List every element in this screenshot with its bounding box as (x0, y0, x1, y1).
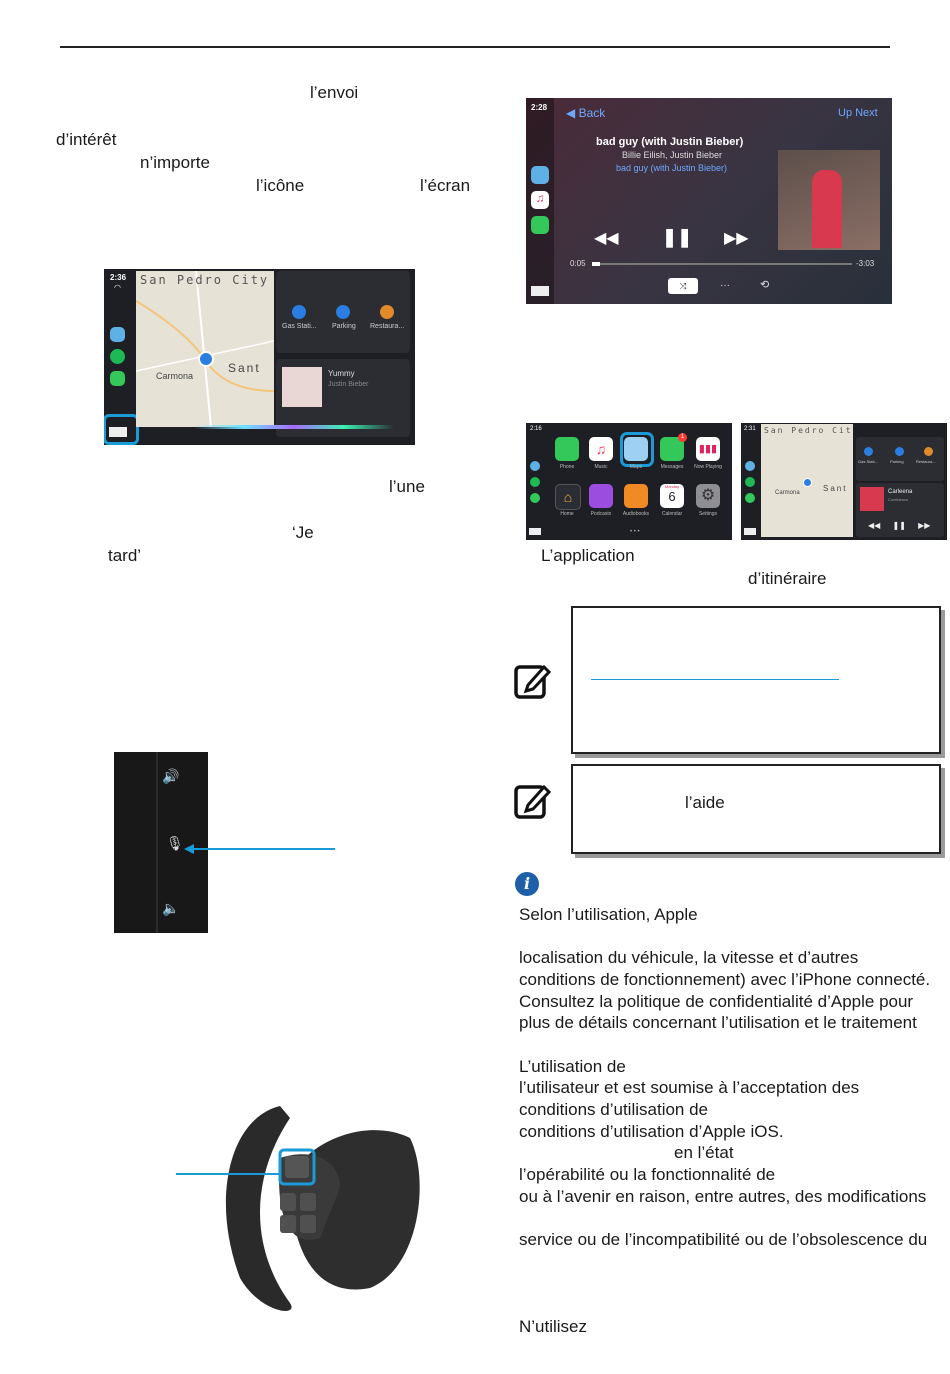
np-forward-button[interactable]: ▶▶ (724, 230, 749, 247)
text-une: l’une (389, 477, 425, 496)
small-poi-panel (856, 437, 944, 481)
calendar-weekday: Monday (664, 484, 680, 489)
volume-up-icon[interactable]: 🔊 (162, 768, 180, 784)
messages-app-label: Messages (660, 464, 684, 470)
carplay-map-small-screenshot (741, 423, 947, 540)
info-line-14: N’utilisez (519, 1317, 588, 1336)
text-interet: d’intérêt (56, 130, 117, 149)
text-importe: n’importe (140, 153, 210, 172)
np-back-button[interactable]: ◀ Back (566, 106, 606, 120)
np-back-label: Back (578, 106, 606, 120)
info-line-3: conditions de fonctionnement) avec l’iPhone connecté. (519, 970, 931, 989)
np-maps-icon[interactable] (531, 166, 549, 184)
small-album-art (860, 487, 884, 511)
microphone-icon[interactable]: 🎙 (166, 835, 184, 851)
top-rule (60, 46, 890, 48)
podcasts-app-label: Podcasts (590, 511, 612, 517)
np-title: bad guy (with Justin Bieber) (596, 136, 744, 148)
dashboard-highlight (104, 414, 139, 445)
caption-application: L’application (541, 546, 635, 565)
home-app-tile[interactable]: ⌂ (555, 484, 581, 510)
music-app-label: Music (594, 464, 608, 470)
poi-panel (276, 271, 410, 353)
small-map-title: San Pedro Cit (764, 426, 853, 435)
note-box-1 (571, 606, 941, 754)
podcasts-app-tile[interactable] (589, 484, 613, 508)
home-app-label: Home (560, 511, 574, 517)
parking-icon[interactable] (336, 305, 350, 319)
np-pause-button[interactable]: ❚❚ (662, 227, 693, 247)
info-line-13: service ou de l’incompatibilité ou de l’obsolescence du (519, 1230, 928, 1249)
note-2-text: l’aide (685, 793, 725, 812)
album-art (282, 367, 322, 407)
info-line-12: ou à l’avenir en raison, entre autres, des modifications (519, 1187, 927, 1206)
np-remaining: -3:03 (856, 259, 875, 268)
info-line-9: conditions d’utilisation d’Apple iOS. (519, 1122, 784, 1141)
text-ecran: l’écran (420, 176, 471, 195)
np-rewind-button[interactable]: ◀◀ (594, 230, 619, 247)
small-map-label-carmona: Carmona (775, 490, 800, 496)
info-line-5: plus de détails concernant l’utilisation et le traitement (519, 1013, 917, 1032)
small-poi-gas-label: Gas Stati... (858, 459, 878, 464)
text-envoi: l’envoi (310, 83, 359, 102)
info-line-4: Consultez la politique de confidentialité d’Apple pour (519, 992, 914, 1011)
small-spotify-icon[interactable] (745, 477, 755, 487)
location-dot (198, 351, 214, 367)
small-controls[interactable]: ◀◀ ❚❚ ▶▶ (868, 521, 931, 530)
small-map-label-sant: Sant (823, 484, 848, 493)
widget-song: Yummy (328, 369, 355, 378)
now-playing-screenshot (526, 98, 892, 304)
text-tard: tard’ (108, 546, 142, 565)
maps-app-icon[interactable] (110, 327, 125, 342)
maps-app-highlight (620, 432, 654, 467)
note-pencil-icon (514, 661, 552, 699)
map-label-carmona: Carmona (156, 371, 194, 381)
np-phone-icon[interactable] (531, 216, 549, 234)
np-elapsed: 0:05 (570, 259, 586, 268)
restaurant-icon[interactable] (380, 305, 394, 319)
small-location-dot (803, 478, 812, 487)
np-progress-bar[interactable] (592, 263, 852, 265)
microphone-pointer-arrow (180, 838, 340, 860)
info-line-6: L’utilisation de (519, 1057, 626, 1076)
np-up-next[interactable]: Up Next (838, 107, 878, 119)
home-sidebar-spotify-icon[interactable] (530, 477, 540, 487)
small-phone-icon[interactable] (745, 493, 755, 503)
np-album: bad guy (with Justin Bieber) (616, 163, 728, 173)
small-gas-icon[interactable] (864, 447, 873, 456)
music-app-tile[interactable]: ♫ (589, 437, 613, 461)
home-sidebar-maps-icon[interactable] (530, 461, 540, 471)
small-now-playing[interactable] (856, 483, 944, 537)
small-status-time: 2:31 (744, 426, 756, 432)
info-line-1: Selon l’utilisation, Apple (519, 905, 698, 924)
np-artists: Billie Eilish, Justin Bieber (622, 150, 723, 160)
carplay-map-screenshot (104, 269, 415, 445)
now-playing-app-tile[interactable]: ▮▮▮ (696, 437, 720, 461)
text-je: ‘Je (292, 523, 314, 542)
info-icon: i (515, 872, 539, 896)
small-poi-restaurant-label: Restaura... (916, 459, 936, 464)
wifi-icon: ◠ (114, 283, 121, 292)
small-map-area (761, 424, 853, 537)
home-status-time: 2:16 (530, 426, 542, 432)
np-progress-fill (592, 262, 600, 266)
info-line-7: l’utilisateur et est soumise à l’acceptation des (519, 1078, 860, 1097)
steering-wheel-illustration (170, 1098, 430, 1318)
small-dashboard-icon[interactable] (744, 528, 756, 535)
np-shuffle-button[interactable]: ⤨ (668, 278, 698, 294)
calendar-app-tile[interactable] (660, 484, 684, 508)
poi-gas-label: Gas Stati... (282, 323, 317, 330)
caption-itineraire: d’itinéraire (748, 569, 827, 588)
small-parking-icon[interactable] (895, 447, 904, 456)
home-sidebar-phone-icon[interactable] (530, 493, 540, 503)
note-pencil-icon-2 (514, 781, 552, 819)
note-box-2 (571, 764, 941, 854)
volume-down-icon[interactable]: 🔈 (162, 900, 180, 916)
info-line-10: en l’état (674, 1143, 734, 1162)
maps-app-label: Maps (629, 464, 643, 470)
phone-app-label: Phone (559, 464, 575, 470)
note-link-underline[interactable] (591, 679, 839, 680)
text-icone: l’icône (256, 176, 305, 195)
gas-station-icon[interactable] (292, 305, 306, 319)
map-label-sant: Sant (228, 361, 261, 375)
phone-app-tile[interactable] (555, 437, 579, 461)
small-song: Carleena (888, 489, 913, 495)
small-maps-icon[interactable] (745, 461, 755, 471)
np-artwork-figure (812, 170, 842, 248)
now-playing-app-label: Now Playing (694, 464, 722, 470)
phone-app-icon[interactable] (110, 371, 125, 386)
np-artwork (778, 150, 880, 250)
np-repeat-button[interactable]: ⟲ (760, 279, 770, 291)
widget-artist: Justin Bieber (328, 381, 369, 388)
settings-app-tile[interactable]: ⚙ (696, 484, 720, 508)
carplay-home-screenshot (526, 423, 732, 540)
np-status-time: 2:28 (531, 103, 548, 112)
map-area (136, 271, 274, 427)
spotify-app-icon[interactable] (110, 349, 125, 364)
np-more-button[interactable]: ··· (720, 280, 730, 291)
info-line-8: conditions d’utilisation de (519, 1100, 709, 1119)
panel-edge (156, 752, 158, 933)
messages-badge: 1 (678, 433, 687, 442)
home-dashboard-icon[interactable] (529, 528, 541, 535)
map-title: San Pedro City (140, 273, 270, 287)
audiobooks-app-label: Audiobooks (622, 511, 650, 517)
audiobooks-app-tile[interactable] (624, 484, 648, 508)
status-time: 2:36 (110, 273, 127, 282)
page-dots: • • • (630, 529, 640, 535)
small-poi-parking-label: Parking (890, 459, 904, 464)
map-roads (136, 271, 274, 427)
np-music-icon[interactable]: ♫ (531, 191, 549, 209)
info-line-11: l’opérabilité ou la fonctionnalité de (519, 1165, 776, 1184)
settings-app-label: Settings (698, 511, 718, 517)
info-line-2: localisation du véhicule, la vitesse et d’autres (519, 948, 859, 967)
small-restaurant-icon[interactable] (924, 447, 933, 456)
poi-parking-label: Parking (332, 323, 356, 330)
small-artist: Confidence (888, 497, 909, 502)
np-dashboard-icon[interactable] (531, 286, 549, 296)
poi-restaurant-label: Restaura... (370, 323, 405, 330)
calendar-app-label: Calendar (661, 511, 683, 517)
calendar-day: 6 (668, 489, 676, 504)
siri-wave (194, 425, 394, 429)
